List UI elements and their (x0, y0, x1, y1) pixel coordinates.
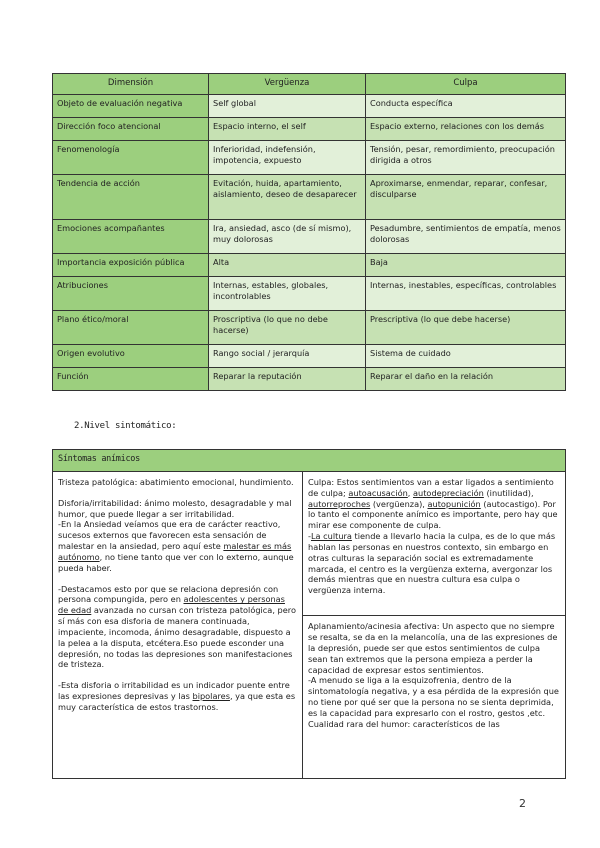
table-cell: Internas, inestables, específicas, controlables (366, 277, 566, 311)
text-run: avanzada no cursan con tristeza patológica, pero sí más con esa disforia de manera continuada, impaciente, incomoda, ánimo desagradable, dispuesto a la pelea a la disputa, etcétera.Eso puede esconder una depresión, no todas las depresiones son manifestaciones de tristeza. (58, 605, 296, 670)
left-column-cell (53, 472, 303, 779)
table-cell: Conducta específica (366, 95, 566, 118)
paragraph (58, 584, 297, 671)
underlined-text: malestar es más autónomo (58, 541, 292, 562)
comparison-table (52, 73, 566, 391)
symptoms-table (52, 449, 566, 779)
text-run: -Destacamos esto por que se relaciona depresión con persona compungida, pero en (58, 583, 279, 605)
table-row (53, 95, 566, 118)
text-run: -Esta disforia o irritabilidad es un indicador puente entre las expresiones depresivas y las (58, 680, 290, 702)
text-run: (autocastigo). Por lo tanto el componente anímico es importante, pero hay que mirar ese componente de culpa. (308, 498, 558, 531)
table-row (53, 254, 566, 277)
paragraph: Tristeza patológica: abatimiento emocional, hundimiento. (58, 477, 294, 487)
table-row (53, 311, 566, 345)
section-heading: 2.Nivel sintomático: (74, 421, 177, 431)
table-cell: Proscriptiva (lo que no debe hacerse) (209, 311, 366, 345)
underlined-text: autodepreciación (413, 487, 484, 498)
table-cell: Rango social / jerarquía (209, 345, 366, 368)
table-header-row (53, 450, 566, 472)
underlined-text: autorreproches (308, 498, 371, 509)
table-cell: Importancia exposición pública (53, 254, 209, 277)
table-cell: Inferioridad, indefensión, impotencia, expuesto (209, 141, 366, 175)
table-cell: Origen evolutivo (53, 345, 209, 368)
table-cell: Atribuciones (53, 277, 209, 311)
table-cell: Aproximarse, enmendar, reparar, confesar, disculparse (366, 175, 566, 220)
table-row (53, 141, 566, 175)
paragraph (58, 680, 297, 712)
table-cell: Self global (209, 95, 366, 118)
paragraph (58, 498, 297, 574)
underlined-text: bipolares (192, 691, 230, 702)
text-run: -A menudo se liga a la esquizofrenia, dentro de la sintomatología negativa, y a esa pérdida de la expresión que no tiene por qué ser que la persona no se sienta deprimida, es la capacidad para expresarlo con el rostro, gestos ,etc. (308, 675, 559, 718)
table-cell: Reparar la reputación (209, 368, 366, 391)
text-run: Cualidad rara del humor: característicos de las (308, 718, 500, 729)
underlined-text: adolescentes y personas de edad (58, 594, 285, 616)
table-row (53, 220, 566, 254)
right-bottom-cell (303, 616, 566, 779)
text-run: Culpa: Estos sentimientos van a estar ligados a sentimiento de culpa; (308, 477, 554, 498)
table-row (53, 472, 566, 616)
table-cell: Sistema de cuidado (366, 345, 566, 368)
table-cell: Espacio externo, relaciones con los demás (366, 118, 566, 141)
table-cell: Pesadumbre, sentimientos de empatía, menos dolorosas (366, 220, 566, 254)
text-run: , no tiene tanto que ver con lo externo, aunque pueda haber. (58, 551, 294, 573)
table-cell: Ira, ansiedad, asco (de sí mismo), muy dolorosas (209, 220, 366, 254)
underlined-text: autopunición (427, 498, 481, 509)
text-run: (inutilidad), (483, 487, 534, 498)
text-run: , ya que esta es muy característica de estos trastornos. (58, 691, 296, 712)
header-cell: Dimensión (53, 74, 209, 95)
table-cell: Internas, estables, globales, incontrolables (209, 277, 366, 311)
text-run: (vergüenza), (370, 498, 428, 509)
symptoms-header: Síntomas anímicos (53, 450, 566, 472)
table-row (53, 368, 566, 391)
table-cell: Evitación, huida, apartamiento, aislamiento, deseo de desaparecer (209, 175, 366, 220)
table-cell: Plano ético/moral (53, 311, 209, 345)
table-cell: Tensión, pesar, remordimiento, preocupación dirigida a otros (366, 141, 566, 175)
table-cell: Tendencia de acción (53, 175, 209, 220)
underlined-text: autoacusación (348, 487, 408, 498)
text-run: -En la Ansiedad veíamos que era de carácter reactivo, sucesos externos que favorecen esta sensación de malestar en la ansiedad, pero aquí este (58, 519, 281, 552)
text-run: , (407, 487, 414, 498)
table-cell: Objeto de evaluación negativa (53, 95, 209, 118)
text-run: Aplanamiento/acinesia afectiva: Un aspecto que no siempre se resalta, se da en la melancolía, una de las expresiones de la depresión, puede ser que estos sentimientos de culpa sean tan extremos que la persona empieza a perder la capacidad de expresar estos sentimientos. (308, 621, 558, 675)
header-cell: Culpa (366, 74, 566, 95)
table-cell: Función (53, 368, 209, 391)
text-run: - (308, 531, 311, 542)
table-header-row (53, 74, 566, 95)
page-number: 2 (519, 797, 526, 810)
right-top-cell (303, 472, 566, 616)
table-cell: Baja (366, 254, 566, 277)
text-run: tiende a llevarlo hacia la culpa, es de lo que más hablan las personas en nuestros contexto, sin embargo en otras culturas la separación social es extremadamente marcada, el centro es la vergüenza externa, avergonzar los demás mientras que en nuestra cultura esa culpa o vergüenza interna. (308, 531, 556, 596)
table-row (53, 277, 566, 311)
header-cell: Vergüenza (209, 74, 366, 95)
table-row (53, 345, 566, 368)
table-cell: Alta (209, 254, 366, 277)
table-cell: Fenomenología (53, 141, 209, 175)
table-row (53, 118, 566, 141)
text-run: Disforia/irritabilidad: ánimo molesto, desagradable y mal humor, que puede llegar a ser irritabilidad. (58, 497, 292, 519)
table-cell: Reparar el daño en la relación (366, 368, 566, 391)
table-row (53, 175, 566, 220)
table-cell: Espacio interno, el self (209, 118, 366, 141)
table-cell: Emociones acompañantes (53, 220, 209, 254)
table-cell: Prescriptiva (lo que debe hacerse) (366, 311, 566, 345)
underlined-text: La cultura (310, 531, 352, 542)
table-cell: Dirección foco atencional (53, 118, 209, 141)
